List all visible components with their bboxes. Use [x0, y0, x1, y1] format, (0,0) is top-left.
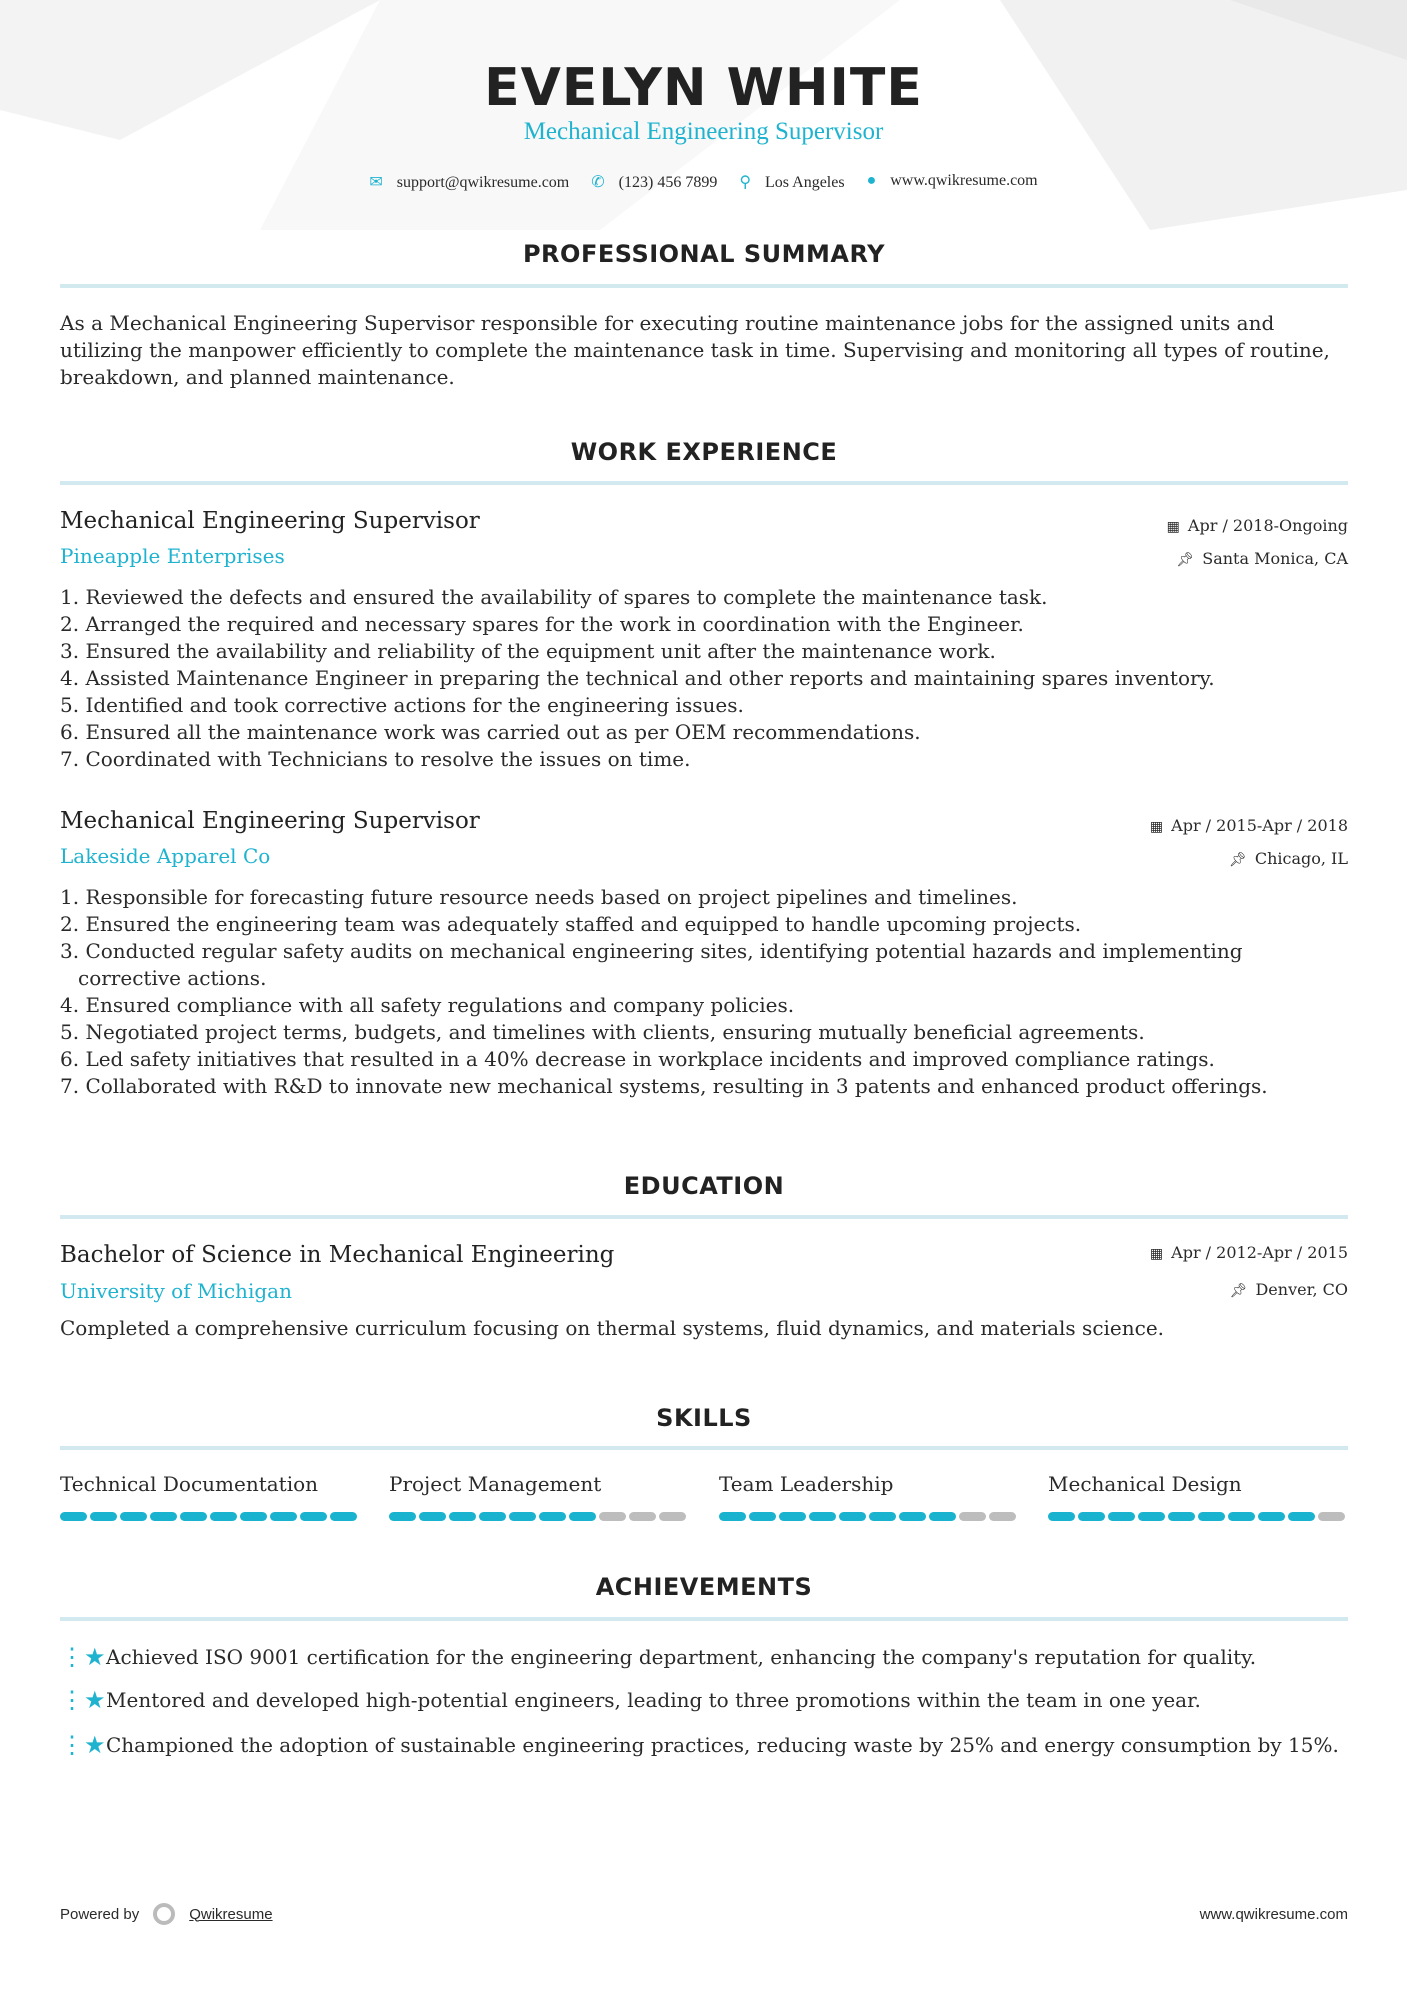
powered-by-label: Powered by: [60, 1905, 140, 1923]
phone-icon: ✆: [591, 174, 605, 191]
divider: [60, 481, 1348, 485]
section-title-achievements: ACHIEVEMENTS: [595, 1573, 813, 1601]
pin-icon: 📌︎: [1229, 852, 1247, 868]
achievement-text: Championed the adoption of sustainable engineering practices, reducing waste by 25% and energy consumption by 15%.: [106, 1733, 1339, 1757]
skill-level-bar: [719, 1512, 1019, 1521]
skill-level-segment: [869, 1512, 896, 1521]
skill-level-segment: [449, 1512, 476, 1521]
skill-level-segment: [90, 1512, 117, 1521]
skill-level-segment: [180, 1512, 207, 1521]
email-icon: ✉: [369, 174, 383, 191]
education-location: [1230, 1280, 1348, 1299]
skill-level-segment: [599, 1512, 626, 1521]
skill-name: Project Management: [389, 1472, 602, 1496]
brand-link[interactable]: Qwikresume: [189, 1905, 273, 1923]
skill-level-segment: [959, 1512, 986, 1521]
school: University of Michigan: [60, 1279, 292, 1303]
skill-level-segment: [419, 1512, 446, 1521]
job-dates: [1150, 816, 1348, 835]
skill-item: [389, 1472, 689, 1521]
skill-level-segment: [899, 1512, 926, 1521]
skill-level-segment: [270, 1512, 297, 1521]
divider: [60, 284, 1348, 288]
star-icon: ⋮★: [60, 1686, 106, 1714]
achievement-text: Achieved ISO 9001 certification for the engineering department, enhancing the company's reputation for quality.: [106, 1645, 1257, 1669]
skill-level-segment: [1048, 1512, 1075, 1521]
skill-name: Mechanical Design: [1048, 1472, 1242, 1496]
footer-powered-by: [60, 1903, 273, 1925]
skill-level-segment: [929, 1512, 956, 1521]
phone: (123) 456 7899: [618, 174, 718, 191]
skill-name: Technical Documentation: [60, 1472, 319, 1496]
skill-level-segment: [509, 1512, 536, 1521]
calendar-icon: ▦: [1166, 519, 1180, 535]
achievement-item: [60, 1643, 1348, 1671]
list-item: 6. Ensured all the maintenance work was carried out as per OEM recommendations.: [60, 720, 921, 744]
list-item: 3. Conducted regular safety audits on mechanical engineering sites, identifying potential hazards and implementing corrective actions.: [60, 939, 1243, 990]
dates-text: Apr / 2015-Apr / 2018: [1171, 816, 1348, 835]
dates-text: Apr / 2018-Ongoing: [1187, 516, 1348, 535]
star-icon: ⋮★: [60, 1731, 106, 1759]
section-title-summary: PROFESSIONAL SUMMARY: [522, 240, 886, 268]
skill-level-segment: [539, 1512, 566, 1521]
location-text: Denver, CO: [1255, 1280, 1348, 1299]
skill-item: [60, 1472, 360, 1521]
skill-level-segment: [1318, 1512, 1345, 1521]
job-location: [1229, 849, 1348, 868]
education-description: Completed a comprehensive curriculum focusing on thermal systems, fluid dynamics, and materials science.: [60, 1316, 1165, 1340]
job-title: Mechanical Engineering Supervisor: [60, 808, 480, 834]
skill-level-segment: [809, 1512, 836, 1521]
location: Los Angeles: [765, 174, 845, 191]
skill-level-segment: [1228, 1512, 1255, 1521]
contact-info: [0, 172, 1407, 192]
location-pin-icon: ⚲: [739, 174, 752, 191]
list-item: 4. Ensured compliance with all safety regulations and company policies.: [60, 993, 795, 1017]
skill-level-bar: [60, 1512, 360, 1521]
skill-level-segment: [479, 1512, 506, 1521]
skill-level-bar: [389, 1512, 689, 1521]
section-title-education: EDUCATION: [623, 1172, 785, 1200]
location-text: Santa Monica, CA: [1202, 549, 1348, 568]
skill-item: [1048, 1472, 1348, 1521]
pin-icon: 📌︎: [1176, 552, 1195, 568]
skill-level-segment: [150, 1512, 177, 1521]
skill-level-segment: [629, 1512, 656, 1521]
list-item: 5. Negotiated project terms, budgets, and timelines with clients, ensuring mutually beneficial agreements.: [60, 1020, 1145, 1044]
responsibility-list: [60, 584, 1348, 773]
skill-level-segment: [839, 1512, 866, 1521]
skill-level-segment: [749, 1512, 776, 1521]
skill-level-bar: [1048, 1512, 1348, 1521]
skill-level-segment: [120, 1512, 147, 1521]
company-name: Pineapple Enterprises: [60, 544, 285, 568]
dates-text: Apr / 2012-Apr / 2015: [1171, 1243, 1348, 1262]
responsibility-list: [60, 884, 1348, 1100]
skill-level-segment: [1288, 1512, 1315, 1521]
section-title-skills: SKILLS: [656, 1404, 752, 1432]
skill-level-segment: [989, 1512, 1016, 1521]
skill-level-segment: [1108, 1512, 1135, 1521]
candidate-name: EVELYN WHITE: [484, 58, 923, 118]
skill-level-segment: [330, 1512, 357, 1521]
skill-level-segment: [240, 1512, 267, 1521]
calendar-icon: ▦: [1149, 1246, 1164, 1262]
skill-level-segment: [1078, 1512, 1105, 1521]
summary-text: As a Mechanical Engineering Supervisor responsible for executing routine maintenance jobs for the assigned units and utilizing the manpower efficiently to complete the maintenance task in time. Supervising and monitoring all types of routine, breakdown, and planned maintenance.: [60, 311, 1330, 389]
skill-level-segment: [210, 1512, 237, 1521]
skill-level-segment: [389, 1512, 416, 1521]
footer-website[interactable]: www.qwikresume.com: [1199, 1906, 1348, 1923]
star-icon: ⋮★: [60, 1643, 106, 1671]
list-item: 3. Ensured the availability and reliability of the equipment unit after the maintenance work.: [60, 639, 996, 663]
pin-icon: 📌︎: [1229, 1283, 1248, 1299]
achievement-item: [60, 1731, 1348, 1759]
list-item: 4. Assisted Maintenance Engineer in preparing the technical and other reports and maintaining spares inventory.: [60, 666, 1215, 690]
company-name: Lakeside Apparel Co: [60, 844, 271, 868]
job-dates: [1167, 516, 1348, 535]
calendar-icon: ▦: [1149, 819, 1164, 835]
job-title: Mechanical Engineering Supervisor: [60, 508, 480, 534]
list-item: 1. Responsible for forecasting future resource needs based on project pipelines and timelines.: [60, 885, 1018, 909]
skill-level-segment: [569, 1512, 596, 1521]
skill-item: [719, 1472, 1019, 1521]
email[interactable]: support@qwikresume.com: [396, 174, 570, 191]
candidate-title: Mechanical Engineering Supervisor: [523, 118, 884, 145]
list-item: 1. Reviewed the defects and ensured the availability of spares to complete the maintenance task.: [60, 585, 1048, 609]
divider: [60, 1215, 1348, 1219]
degree: Bachelor of Science in Mechanical Engineering: [60, 1242, 615, 1268]
achievement-item: [60, 1686, 1348, 1714]
list-item: 5. Identified and took corrective actions for the engineering issues.: [60, 693, 744, 717]
list-item: 6. Led safety initiatives that resulted in a 40% decrease in workplace incidents and improved compliance ratings.: [60, 1047, 1215, 1071]
qwikresume-logo-icon: [153, 1903, 175, 1925]
skill-level-segment: [719, 1512, 746, 1521]
section-title-work: WORK EXPERIENCE: [570, 438, 838, 466]
divider: [60, 1446, 1348, 1450]
skill-level-segment: [1258, 1512, 1285, 1521]
skill-level-segment: [659, 1512, 686, 1521]
skill-name: Team Leadership: [719, 1472, 894, 1496]
list-item: 2. Arranged the required and necessary spares for the work in coordination with the Engineer.: [60, 612, 1024, 636]
list-item: 7. Coordinated with Technicians to resolve the issues on time.: [60, 747, 691, 771]
achievement-text: Mentored and developed high-potential engineers, leading to three promotions within the team in one year.: [106, 1688, 1201, 1712]
job-location: [1176, 549, 1348, 568]
education-dates: [1150, 1243, 1348, 1262]
divider: [60, 1617, 1348, 1621]
skill-level-segment: [300, 1512, 327, 1521]
skill-level-segment: [1198, 1512, 1225, 1521]
website[interactable]: www.qwikresume.com: [890, 172, 1038, 189]
list-item: 2. Ensured the engineering team was adequately staffed and equipped to handle upcoming projects.: [60, 912, 1082, 936]
skill-level-segment: [779, 1512, 806, 1521]
globe-icon: ●: [866, 172, 877, 189]
location-text: Chicago, IL: [1254, 849, 1348, 868]
skill-level-segment: [1138, 1512, 1165, 1521]
skill-level-segment: [1168, 1512, 1195, 1521]
list-item: 7. Collaborated with R&D to innovate new mechanical systems, resulting in 3 patents and enhanced product offerings.: [60, 1074, 1268, 1098]
skill-level-segment: [60, 1512, 87, 1521]
